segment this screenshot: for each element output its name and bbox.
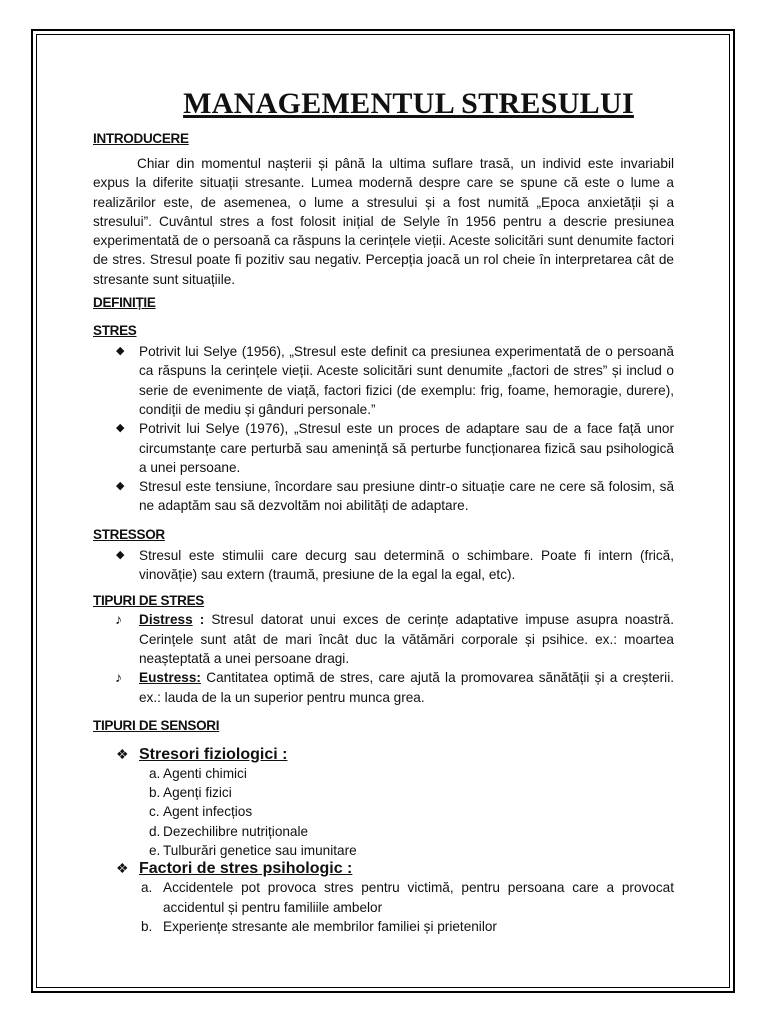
music-note-icon: ♪ [115, 669, 122, 686]
diamond-bullet-icon: ◆ [116, 422, 125, 435]
list-item: d. Dezechilibre nutriționale [149, 823, 309, 839]
list-item: a. Accidentele pot provoca stres pentru victimă, pentru persoana care a provocat accidentul și pentru familiile ambelor [141, 880, 674, 915]
diamond-bullet-icon: ◆ [116, 345, 125, 358]
list-item: ♪ Distress : Stresul datorat unui exces de cerințe adaptative impuse asupra noastră. Cerințele sunt atât de mari încât duc la vătămări corporale și psihice. ex.: moartea neașteptată a unei persoane dragi. [115, 611, 674, 666]
document-page [93, 86, 674, 936]
star-bullet-icon: ❖ [116, 745, 129, 762]
list-item: ♪ Eustress: Cantitatea optimă de stres, care ajută la promovarea sănătății și a creșterii. ex.: lauda de la un superior pentru munca grea. [115, 669, 674, 705]
diamond-bullet-icon: ◆ [116, 548, 125, 561]
list-item: ◆ Potrivit lui Selye (1956), „Stresul este definit ca presiunea experimentată de o persoană ca răspuns la cerințele vieții. Aceste solicitări sunt denumite „factori de stres” și includ o serie de evenimente de viață, factori fizici (de exemplu: frig, foame, hemoragie, durere), condiții de mediu și gânduri personale.” [116, 344, 674, 417]
stres-list [93, 342, 674, 516]
list-item: a. Agenti chimici [149, 765, 247, 781]
diamond-bullet-icon: ◆ [116, 480, 125, 493]
fiziologici-list [93, 764, 674, 860]
stressor-list [93, 546, 674, 585]
list-item: ◆ Potrivit lui Selye (1976), „Stresul este un proces de adaptare sau de a face față unor circumstanțe care perturbă sau amenință să perturbe funcționarea fizică sau psihologică a unei persoane. [116, 421, 674, 475]
heading-definitie: DEFINIȚIE [93, 295, 156, 311]
list-item: b. Agenți fizici [149, 785, 232, 801]
heading-tipuri-stres: TIPURI DE STRES [93, 593, 205, 609]
tipuri-stres-list [93, 610, 674, 706]
group-title-psihologic: ❖ Factori de stres psihologic : [116, 860, 353, 878]
intro-paragraph: Chiar din momentul nașterii și până la ultima suflare trasă, un individ este invariabil expus la diferite situații stresante. Lumea modernă despre care se spune că este o lume a realizărilor este, de asemenea, o lume a stresului și a fost numită „Epoca anxietății și a stresului”. Cuvântul stres a fost folosit inițial de Selyle în 1956 pentru a descrie presiunea experimentată de o persoană ca răspuns la cerințele vieții. Aceste solicitări sunt denumite factori de stres. Stresul poate fi pozitiv sau negativ. Percepția joacă un rol cheie în interpretarea cât de stresante sunt situațiile. [93, 156, 674, 287]
psihologic-list [93, 878, 674, 936]
list-item: e. Tulburări genetice sau imunitare [149, 843, 357, 859]
heading-introducere: INTRODUCERE [93, 131, 189, 146]
list-item: b. Experiențe stresante ale membrilor familiei și prietenilor [141, 918, 497, 934]
document-title: MANAGEMENTUL STRESULUI [183, 87, 634, 120]
star-bullet-icon: ❖ [116, 860, 129, 877]
music-note-icon: ♪ [115, 611, 122, 628]
list-item: ◆ Stresul este stimulii care decurg sau determină o schimbare. Poate fi intern (frică, vinovăție) sau extern (traumă, presiune de la egal la egal, etc). [116, 547, 674, 583]
list-item: c. Agent infecțios [149, 804, 253, 820]
heading-stressor: STRESSOR [93, 526, 165, 542]
group-title-fiziologici: ❖ Stresori fiziologici : [116, 745, 288, 763]
list-item: ◆ Stresul este tensiune, încordare sau presiune dintr-o situație care ne cere să folosim, să ne adaptăm sau să dezvoltăm noi abilități de adaptare. [116, 479, 674, 514]
heading-tipuri-sensori: TIPURI DE SENSORI [93, 717, 220, 733]
heading-stres: STRES [93, 323, 137, 339]
